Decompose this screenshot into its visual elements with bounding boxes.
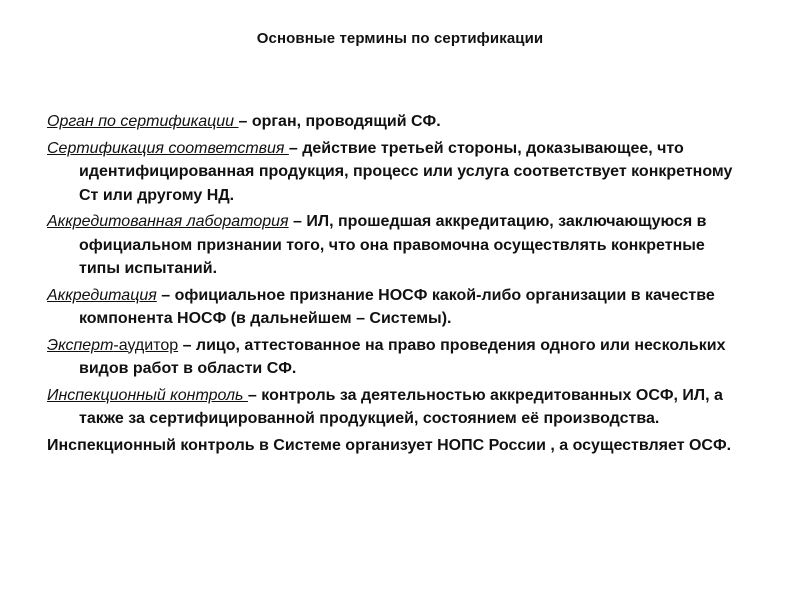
term-accreditation	[47, 284, 747, 331]
slide-title: Основные термины по сертификации	[256, 30, 544, 47]
term-accredited-laboratory	[47, 210, 747, 281]
term-definition: – ИЛ, прошедшая аккредитацию, заключающуюся в официальном признании того, что она правомочна осуществлять конкретные типы испытаний.	[79, 213, 707, 277]
term-definition: – лицо, аттестованное на право проведения одного или нескольких видов работ в области СФ.	[79, 336, 726, 377]
term-name-text: Аккредитованная лаборатория	[47, 213, 289, 230]
term-name	[47, 387, 248, 404]
term-name	[47, 140, 289, 157]
term-name	[47, 213, 289, 230]
term-name-text: Аккредитация	[47, 286, 157, 304]
term-inspection-control	[47, 384, 747, 431]
term-certification-body	[47, 110, 747, 134]
term-definition: – действие третьей стороны, доказывающее, что идентифицированная продукция, процесс или услуга соответствует конкретному Ст или другому НД.	[79, 139, 733, 204]
closing-statement: Инспекционный контроль в Системе организует НОПС России , а осуществляет ОСФ.	[47, 436, 732, 454]
term-name-text: Инспекционный контроль	[47, 386, 248, 404]
term-definition: – официальное признание НОСФ какой-либо организации в качестве компонента НОСФ (в дальнейшем – Системы).	[79, 286, 715, 327]
term-name-upright: -аудитор	[113, 336, 179, 354]
term-name-text: Эксперт	[47, 336, 114, 354]
term-name	[47, 287, 157, 304]
term-definition: – орган, проводящий СФ.	[238, 113, 441, 130]
term-name-text: Сертификация соответствия	[47, 139, 289, 157]
term-name	[47, 337, 178, 354]
term-expert-auditor	[47, 334, 747, 381]
terms-list	[47, 110, 747, 460]
term-name	[47, 113, 238, 130]
term-conformity-certification	[47, 137, 747, 208]
term-name-text: Орган по сертификации	[47, 113, 239, 130]
term-definition: – контроль за деятельностью аккредитованных ОСФ, ИЛ, а также за сертифицированной продукцией, состоянием её производства.	[79, 386, 723, 427]
